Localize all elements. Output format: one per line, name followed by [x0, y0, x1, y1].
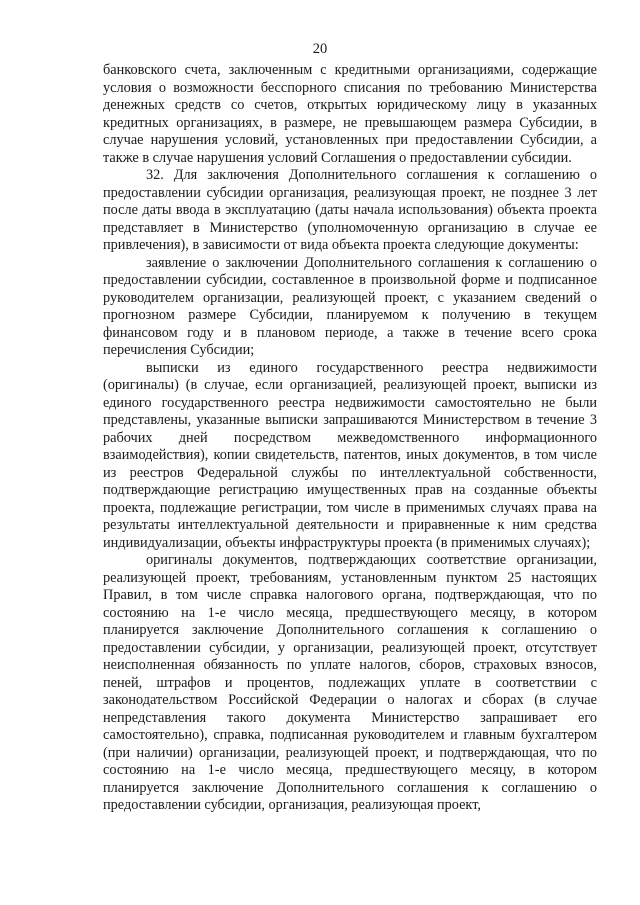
page-number: 20 [312, 41, 328, 57]
document-body [103, 62, 597, 815]
paragraph-application-statement: заявление о заключении Дополнительного соглашения к соглашению о предоставлении субсидии, составленное в произвольной форме и подписанное руководителем организации, реализующей проект, с указанием сведений о прогнозном размере Субсидии, планируемом к получению в текущем финансовом году и в плановом периоде, а также в течение всего срока перечисления Субсидии; [103, 254, 597, 358]
paragraph-bank-account-conditions: банковского счета, заключенным с кредитными организациями, содержащие условия о возможности бесспорного списания по требованию Министерства денежных средств со счетов, открытых юридическому лицу в указанных кредитных организациях, в размере, не превышающем размера Субсидии, в случае нарушения условий, установленных при предоставлении Субсидии, а также в случае нарушения условий Соглашения о предоставлении субсидии. [103, 62, 597, 166]
paragraph-registry-extracts: выписки из единого государственного реестра недвижимости (оригиналы) (в случае, если организацией, реализующей проект, выписки из единого государственного реестра недвижимости самостоятельно не были представлены, указанные выписки запрашиваются Министерством в течение 3 рабочих дней посредством межведомственного информационного взаимодействия), копии свидетельств, патентов, иных документов, в том числе из реестров Федеральной службы по интеллектуальной собственности, подтверждающие регистрацию имущественных прав на созданные объекты проекта, подлежащие регистрации, том числе в применимых случаях права на результаты интеллектуальной деятельности и приравненные к ним средства индивидуализации, объекты инфраструктуры проекта (в применимых случаях); [103, 359, 597, 551]
paragraph-item-32: 32. Для заключения Дополнительного соглашения к соглашению о предоставлении субсидии организация, реализующая проект, не позднее 3 лет после даты ввода в эксплуатацию (даты начала использования) объекта проекта представляет в Министерство (уполномоченную организацию в случае ее привлечения), в зависимости от вида объекта проекта следующие документы: [103, 167, 597, 253]
paragraph-original-documents: оригиналы документов, подтверждающих соответствие организации, реализующей проект, требованиям, установленным пунктом 25 настоящих Правил, в том числе справка налогового органа, подтверждающая, что по состоянию на 1-е число месяца, предшествующего месяцу, в котором планируется заключение Дополнительного соглашения к соглашению о предоставлении субсидии, у организации, реализующей проект, отсутствует неисполненная обязанность по уплате налогов, сборов, страховых взносов, пеней, штрафов и процентов, подлежащих уплате в соответствии с законодательством Российской Федерации о налогах и сборах (в случае непредставления такого документа Министерство запрашивает его самостоятельно), справка, подписанная руководителем и главным бухгалтером (при наличии) организации, реализующей проект, и подтверждающая, что по состоянию на 1-е число месяца, предшествующего месяцу, в котором планируется заключение Дополнительного соглашения к соглашению о предоставлении субсидии, организация, реализующая проект, [103, 552, 597, 813]
